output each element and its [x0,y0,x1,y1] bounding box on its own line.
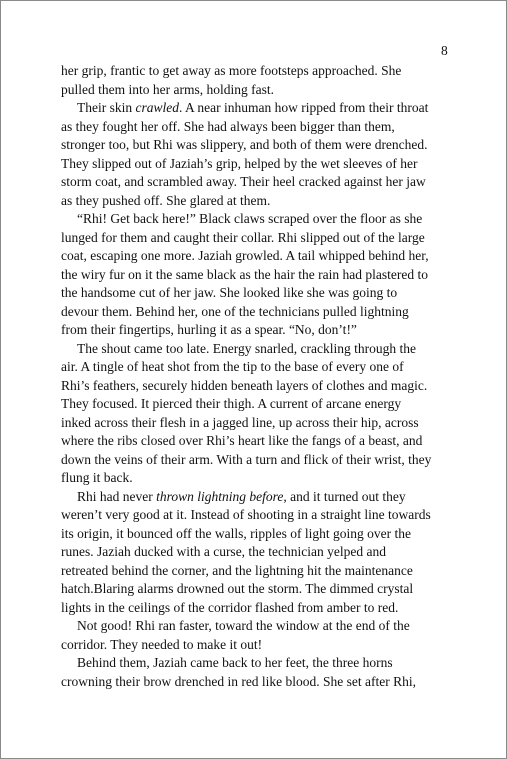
text-segment: runes. Jaziah ducked with a curse, the technician yelped and [61,544,386,559]
text-segment: her grip, frantic to get away as more footsteps approached. She [61,63,402,78]
italic-text: crawled [135,100,179,115]
text-segment: the wiry fur on it the same black as the hair the rain had plastered to [61,266,428,282]
text-line [61,432,481,451]
text-segment: , and it turned out they [283,488,406,504]
text-segment: weren’t very good at it. Instead of shooting in a straight line towards [61,507,431,522]
italic-text: thrown lightning before [156,488,284,504]
text-line [61,673,481,692]
text-segment: stronger too, but Rhi was slippery, and both of them were drenched. [61,137,428,152]
text-line [61,562,481,581]
text-segment: as they fought her off. She had always been bigger than them, [61,118,395,134]
text-segment: devour them. Behind her, one of the technicians pulled lightning [61,303,409,319]
text-segment: its origin, it bounced off the walls, ripples of light going over the [61,525,411,541]
text-segment: the handsome cut of her jaw. She looked like she was going to [61,285,398,300]
text-segment: They focused. It pierced their thigh. A current of arcane energy [61,396,402,411]
text-segment: Their skin [77,100,136,115]
text-segment: They slipped out of Jaziah’s grip, helped by the wet sleeves of her [61,155,418,171]
text-line [61,266,481,285]
text-segment: coat, escaping one more. Jaziah growled. A tail whipped behind her, [61,248,429,263]
text-line [61,210,481,229]
text-line [61,81,481,100]
text-segment: Behind them, Jaziah came back to her feet, the three horns [77,655,393,670]
text-line [61,155,481,174]
text-segment: hatch.Blaring alarms drowned out the storm. The dimmed crystal [61,581,414,596]
text-segment: from their fingertips, hurling it as a spear. “No, don’t!” [61,322,357,337]
text-segment: storm coat, and scrambled away. Their heel cracked against her jaw [61,174,426,189]
text-line [61,99,481,118]
text-line [61,284,481,303]
text-line [61,377,481,396]
text-line [61,469,481,488]
text-segment: Rhi had never [77,488,157,504]
text-line [61,543,481,562]
text-segment: crowning their brow drenched in red like blood. She set after Rhi, [61,673,417,689]
text-line [61,229,481,248]
text-line [61,173,481,192]
text-segment: Not good! Rhi ran faster, toward the window at the end of the [77,618,410,633]
text-line [61,617,481,636]
body-text [61,62,481,691]
text-line [61,395,481,414]
text-line [61,303,481,322]
text-segment: where the ribs closed over Rhi’s heart like the fangs of a beast, and [61,433,423,448]
text-line [61,580,481,599]
text-line [61,340,481,359]
text-line [61,414,481,433]
text-line [61,118,481,137]
text-segment: pulled them into her arms, holding fast. [61,81,274,97]
text-line [61,599,481,618]
text-line [61,451,481,470]
text-line [61,192,481,211]
text-line [61,358,481,377]
text-segment: “Rhi! Get back here!” Black claws scraped over the floor as she [77,211,423,226]
text-segment: lunged for them and caught their collar. Rhi slipped out of the large [61,229,425,245]
text-segment: as they pushed off. She glared at them. [61,192,271,208]
text-segment: flung it back. [61,470,133,485]
text-line [61,136,481,155]
text-line [61,506,481,525]
text-segment: retreated behind the corner, and the lightning hit the maintenance [61,562,413,578]
text-line [61,525,481,544]
text-line [61,636,481,655]
text-line [61,488,481,507]
text-line [61,654,481,673]
text-line [61,62,481,81]
text-segment: down the veins of their arm. With a turn and flick of their wrist, they [61,451,432,467]
text-segment: The shout came too late. Energy snarled, crackling through the [77,340,417,356]
text-line [61,321,481,340]
text-line [61,247,481,266]
text-segment: inked across their flesh in a jagged line, up across their hip, across [61,414,419,430]
text-segment: air. A tingle of heat shot from the tip to the base of every one of [61,359,404,374]
text-segment: . A near inhuman how ripped from their throat [179,100,429,115]
text-segment: Rhi’s feathers, securely hidden beneath layers of clothes and magic. [61,377,428,393]
text-segment: lights in the ceilings of the corridor flashed from amber to red. [61,599,399,615]
page-number: 8 [441,43,448,58]
text-segment: corridor. They needed to make it out! [61,636,263,652]
